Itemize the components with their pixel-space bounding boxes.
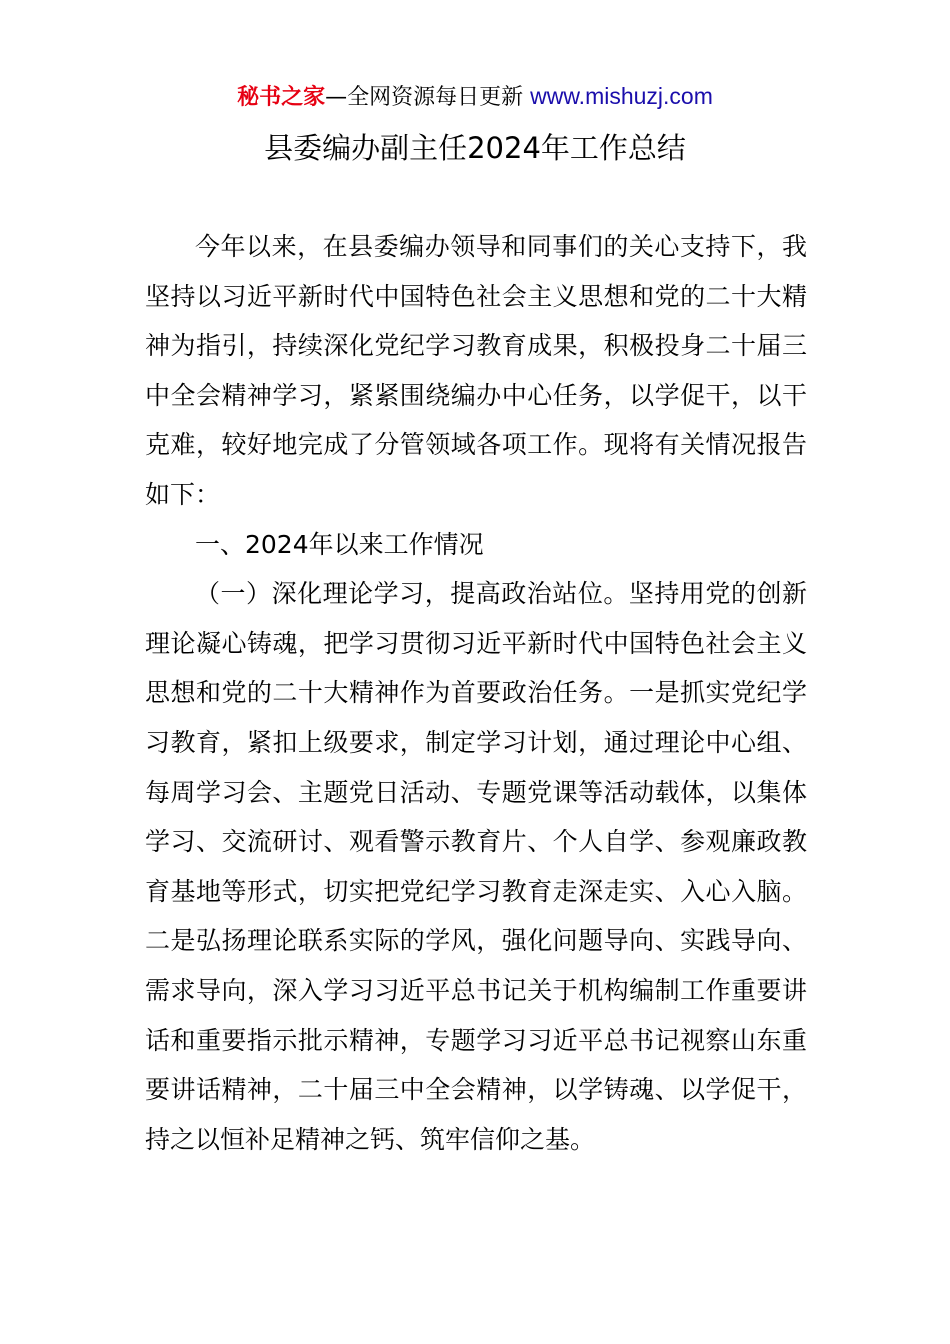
site-tagline: —全网资源每日更新	[325, 85, 531, 110]
subsection-paragraph: （一）深化理论学习，提高政治站位。坚持用党的创新理论凝心铸魂，把学习贯彻习近平新时代中国特色社会主义思想和党的二十大精神作为首要政治任务。一是抓实党纪学习教育，紧扣上级要求，制定学习计划，通过理论中心组、每周学习会、主题党日活动、专题党课等活动载体，以集体学习、交流研讨、观看警示教育片、个人自学、参观廉政教育基地等形式，切实把党纪学习教育走深走实、入心入脑。二是弘扬理论联系实际的学风，强化问题导向、实践导向、需求导向，深入学习习近平总书记关于机构编制工作重要讲话和重要指示批示精神，专题学习习近平总书记视察山东重要讲话精神，二十届三中全会精神，以学铸魂、以学促干，持之以恒补足精神之钙、筑牢信仰之基。	[145, 579, 807, 1154]
intro-paragraph: 今年以来，在县委编办领导和同事们的关心支持下，我坚持以习近平新时代中国特色社会主义思想和党的二十大精神为指引，持续深化党纪学习教育成果，积极投身二十届三中全会精神学习，紧紧围绕编办中心任务，以学促干，以干克难，较好地完成了分管领域各项工作。现将有关情况报告如下：	[145, 232, 807, 509]
site-header	[0, 80, 950, 114]
site-url-link[interactable]: www.mishuzj.com	[530, 83, 713, 109]
document-body	[145, 222, 807, 1164]
section-heading: 一、2024年以来工作情况	[195, 529, 484, 559]
site-brand: 秘书之家	[237, 85, 326, 110]
document-title: 县委编办副主任2024年工作总结	[264, 131, 686, 165]
